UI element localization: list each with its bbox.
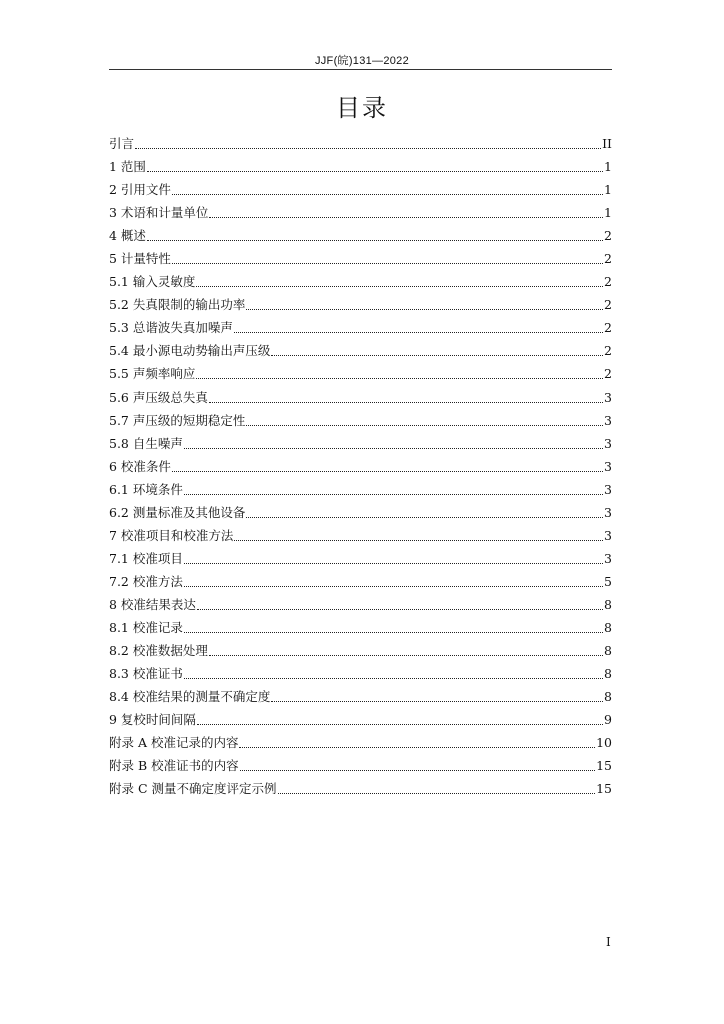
toc-entry-label: 7.2 校准方法 — [109, 573, 183, 589]
toc-dot-leader — [184, 586, 603, 587]
toc-dot-leader — [209, 655, 603, 656]
toc-dot-leader — [246, 517, 603, 518]
toc-dot-leader — [172, 263, 603, 264]
toc-entry-page: 3 — [604, 504, 612, 520]
toc-entry[interactable] — [109, 547, 612, 570]
toc-entry-label: 5.7 声压级的短期稳定性 — [109, 412, 246, 428]
toc-dot-leader — [135, 148, 601, 149]
toc-entry[interactable] — [109, 754, 612, 777]
toc-entry-page: 8 — [604, 666, 612, 682]
toc-entry[interactable] — [109, 524, 612, 547]
toc-entry[interactable] — [109, 616, 612, 639]
toc-dot-leader — [184, 448, 603, 449]
toc-dot-leader — [239, 747, 595, 748]
toc-entry[interactable] — [109, 339, 612, 362]
page-number: I — [606, 935, 611, 949]
toc-entry[interactable] — [109, 731, 612, 754]
toc-entry-page: 15 — [596, 758, 612, 774]
toc-entry-label: 8.2 校准数据处理 — [109, 643, 208, 659]
toc-entry[interactable] — [109, 362, 612, 385]
toc-entry[interactable] — [109, 478, 612, 501]
toc-entry[interactable] — [109, 685, 612, 708]
toc-dot-leader — [240, 770, 595, 771]
toc-entry-label: 5.8 自生噪声 — [109, 435, 183, 451]
toc-entry[interactable] — [109, 386, 612, 409]
toc-entry-page: 2 — [604, 343, 612, 359]
toc-entry[interactable] — [109, 247, 612, 270]
toc-dot-leader — [184, 494, 603, 495]
toc-dot-leader — [196, 286, 603, 287]
toc-entry[interactable] — [109, 432, 612, 455]
toc-entry-label: 3 术语和计量单位 — [109, 205, 209, 221]
toc-dot-leader — [197, 609, 603, 610]
toc-entry-page: 2 — [604, 320, 612, 336]
toc-entry-label: 4 概述 — [109, 228, 146, 244]
toc-entry-label: 7.1 校准项目 — [109, 550, 183, 566]
toc-entry-page: 15 — [596, 781, 612, 797]
toc-entry-label: 5.4 最小源电动势输出声压级 — [109, 343, 271, 359]
toc-entry-label: 引言 — [109, 136, 135, 151]
toc-entry-label: 7 校准项目和校准方法 — [109, 527, 234, 543]
toc-entry-label: 6 校准条件 — [109, 458, 171, 474]
toc-entry-page: 2 — [604, 274, 612, 290]
toc-entry-label: 9 复校时间间隔 — [109, 712, 196, 728]
toc-entry-page: 3 — [604, 481, 612, 497]
toc-entry-label: 2 引用文件 — [109, 182, 171, 198]
toc-entry[interactable] — [109, 155, 612, 178]
toc-entry-page: 3 — [604, 527, 612, 543]
toc-entry[interactable] — [109, 570, 612, 593]
toc-entry[interactable] — [109, 293, 612, 316]
toc-dot-leader — [196, 378, 603, 379]
toc-entry[interactable] — [109, 455, 612, 478]
toc-entry[interactable] — [109, 593, 612, 616]
toc-entry[interactable] — [109, 777, 612, 800]
toc-dot-leader — [147, 240, 603, 241]
toc-entry-page: 3 — [604, 412, 612, 428]
toc-entry-label: 附录 A 校准记录的内容 — [109, 735, 239, 751]
toc-entry-label: 附录 B 校准证书的内容 — [109, 758, 239, 774]
toc-dot-leader — [271, 701, 603, 702]
toc-entry-page: 3 — [604, 458, 612, 474]
toc-entry-page: 3 — [604, 435, 612, 451]
toc-dot-leader — [278, 793, 596, 794]
toc-entry[interactable] — [109, 316, 612, 339]
toc-dot-leader — [271, 355, 603, 356]
toc-entry[interactable] — [109, 409, 612, 432]
toc-entry[interactable] — [109, 224, 612, 247]
toc-entry-label: 8.4 校准结果的测量不确定度 — [109, 689, 271, 705]
toc-entry-page: 3 — [604, 550, 612, 566]
toc-entry-page: 8 — [604, 596, 612, 612]
toc-entry-label: 5.1 输入灵敏度 — [109, 274, 196, 290]
toc-entry-page: 2 — [604, 251, 612, 267]
toc-entry[interactable] — [109, 662, 612, 685]
toc-dot-leader — [246, 309, 603, 310]
toc-entry[interactable] — [109, 270, 612, 293]
toc-entry-page: 10 — [596, 735, 612, 751]
toc-entry[interactable] — [109, 178, 612, 201]
toc-entry-page: 8 — [604, 689, 612, 705]
toc-entry-page: 1 — [604, 205, 612, 221]
toc-dot-leader — [172, 471, 603, 472]
toc-entry-label: 8.3 校准证书 — [109, 666, 183, 682]
toc-entry-label: 附录 C 测量不确定度评定示例 — [109, 781, 277, 797]
toc-entry-page: 1 — [604, 159, 612, 175]
toc-entry-label: 8.1 校准记录 — [109, 619, 183, 635]
toc-dot-leader — [209, 217, 603, 218]
toc-entry-label: 5.2 失真限制的输出功率 — [109, 297, 246, 313]
toc-entry-page: 2 — [604, 297, 612, 313]
toc-entry-page: 9 — [604, 712, 612, 728]
toc-entry-page: 2 — [604, 366, 612, 382]
toc-dot-leader — [197, 724, 603, 725]
toc-entry-label: 8 校准结果表达 — [109, 596, 196, 612]
toc-entry-page: 1 — [604, 182, 612, 198]
toc-entry-page: II — [602, 136, 612, 151]
toc-dot-leader — [246, 425, 603, 426]
toc-dot-leader — [234, 332, 603, 333]
toc-dot-leader — [184, 563, 603, 564]
toc-dot-leader — [172, 194, 603, 195]
header-divider — [109, 69, 612, 70]
toc-entry[interactable] — [109, 501, 612, 524]
toc-entry[interactable] — [109, 639, 612, 662]
toc-dot-leader — [234, 540, 603, 541]
toc-dot-leader — [184, 632, 603, 633]
toc-entry-label: 6.2 测量标准及其他设备 — [109, 504, 246, 520]
toc-entry-label: 1 范围 — [109, 159, 146, 175]
page-title: 目录 — [336, 94, 388, 122]
toc-dot-leader — [209, 402, 603, 403]
toc-entry-label: 5 计量特性 — [109, 251, 171, 267]
toc-entry-label: 6.1 环境条件 — [109, 481, 183, 497]
toc-entry-page: 2 — [604, 228, 612, 244]
toc-dot-leader — [147, 171, 603, 172]
toc-entry-page: 8 — [604, 643, 612, 659]
toc-entry[interactable] — [109, 708, 612, 731]
toc-entry[interactable] — [109, 132, 612, 155]
toc-entry[interactable] — [109, 201, 612, 224]
toc-entry-label: 5.5 声频率响应 — [109, 366, 196, 382]
toc-entry-page: 8 — [604, 619, 612, 635]
toc-entry-page: 5 — [604, 573, 612, 589]
toc-entry-label: 5.3 总谐波失真加噪声 — [109, 320, 233, 336]
table-of-contents — [109, 132, 612, 800]
page-header: JJF(皖)131—2022 — [314, 55, 410, 67]
toc-dot-leader — [184, 678, 603, 679]
toc-entry-label: 5.6 声压级总失真 — [109, 389, 208, 405]
toc-entry-page: 3 — [604, 389, 612, 405]
